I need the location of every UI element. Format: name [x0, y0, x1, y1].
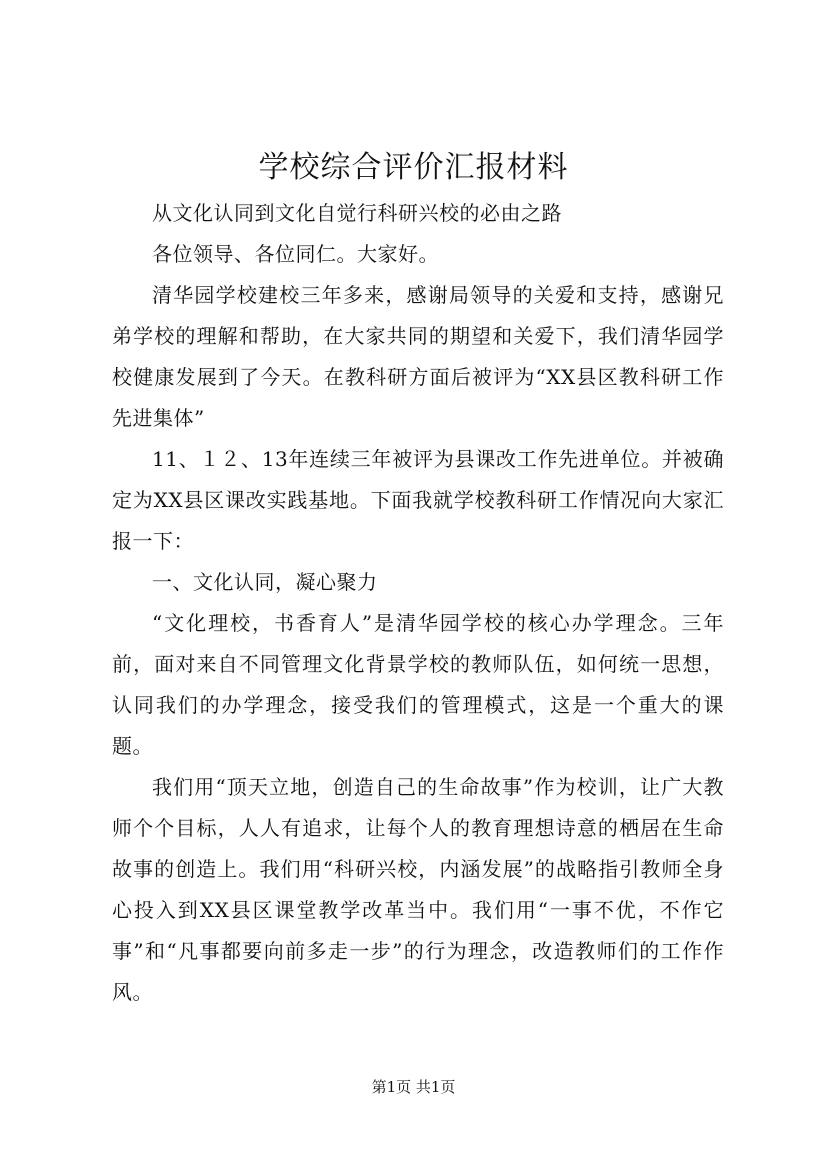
page-number-footer: 第1页 共1页 — [371, 1078, 456, 1096]
body-paragraph: 我们用“顶天立地，创造自己的生命故事”作为校训，让广大教师个个目标，人人有追求，让每个人的教育理想诗意的栖居在生命故事的创造上。我们用“科研兴校，内涵发展”的战略指引教师全身心投入到XX县区课堂教学改革当中。我们用“一事不优，不作它事”和“凡事都要向前多走一步”的行为理念，改造教师们的工作作风。 — [112, 775, 724, 1004]
document-body — [112, 193, 724, 1013]
document-title: 学校综合评价汇报材料 — [258, 150, 569, 185]
section-heading: 一、文化认同，凝心聚力 — [152, 570, 378, 594]
greeting-paragraph: 各位领导、各位同仁。大家好。 — [152, 242, 439, 266]
subtitle-paragraph: 从文化认同到文化自觉行科研兴校的必由之路 — [152, 201, 562, 225]
body-paragraph: 清华园学校建校三年多来，感谢局领导的关爱和支持，感谢兄弟学校的理解和帮助，在大家共同的期望和关爱下，我们清华园学校健康发展到了今天。在教科研方面后被评为“XX县区教科研工作先进集体” — [112, 283, 724, 430]
body-paragraph: “文化理校，书香育人”是清华园学校的核心办学理念。三年前，面对来自不同管理文化背景学校的教师队伍，如何统一思想，认同我们的办学理念，接受我们的管理模式，这是一个重大的课题。 — [112, 611, 724, 758]
body-paragraph: 11、１２、13年连续三年被评为县课改工作先进单位。并被确定为XX县区课改实践基地。下面我就学校教科研工作情况向大家汇报一下： — [112, 447, 724, 553]
